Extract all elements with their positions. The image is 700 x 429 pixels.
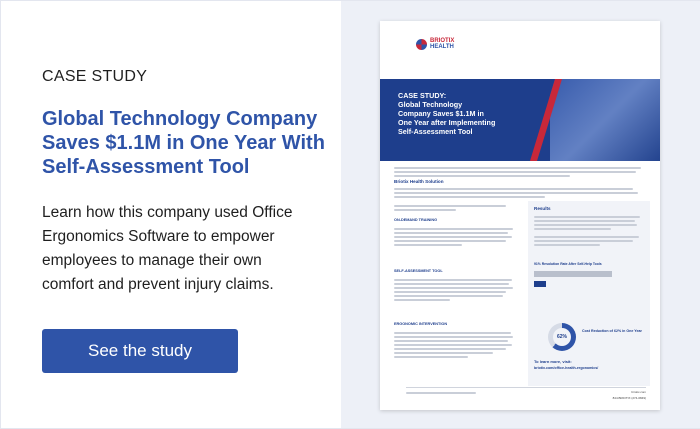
case-study-headline <box>42 107 332 179</box>
footer-note <box>406 390 476 396</box>
headline-line: Saves $1.1M in One Year With <box>42 132 325 154</box>
logo-sub: HEALTH <box>430 44 454 50</box>
eyebrow-label: CASE STUDY <box>42 68 148 85</box>
case-study-text-column <box>1 1 341 428</box>
briotix-logo-icon <box>416 39 427 50</box>
document-hero-title <box>398 91 548 136</box>
footer-phone: 844.BRIOTIX (274-6849) <box>612 396 646 400</box>
chart-bar-self-help <box>534 271 612 277</box>
description-line: Ergonomics Software to empower <box>42 228 275 245</box>
onboard-heading: ON-DEMAND TRAINING <box>394 218 438 222</box>
hero-line: Global Technology <box>398 100 463 109</box>
hero-line: CASE STUDY: <box>398 91 447 100</box>
document-hero-banner <box>380 79 660 161</box>
description-line: comfort and prevent injury claims. <box>42 276 274 293</box>
cost-reduction-donut <box>548 323 576 351</box>
see-the-study-button[interactable]: See the study <box>42 329 238 373</box>
results-heading: Results <box>534 206 551 211</box>
self-assessment-heading: SELF-ASSESSMENT TOOL <box>394 269 443 273</box>
briotix-logo <box>416 35 454 53</box>
case-study-document-thumbnail[interactable] <box>380 21 660 410</box>
chart-title: 91% Resolution Rate After Self-Help Tools <box>534 262 602 266</box>
results-panel <box>528 201 650 386</box>
hero-line: One Year after Implementing <box>398 118 496 127</box>
headline-line: Self-Assessment Tool <box>42 156 250 178</box>
donut-caption: Cost Reduction of 62% in One Year <box>582 329 642 333</box>
onboard-paragraph <box>394 226 518 248</box>
hero-line: Self-Assessment Tool <box>398 127 473 136</box>
document-preview-panel <box>341 1 700 428</box>
results-paragraph <box>534 214 644 248</box>
solution-paragraph <box>394 186 646 200</box>
footer-site: briotix.com <box>631 390 646 394</box>
headline-line: Global Technology Company <box>42 108 318 130</box>
learn-more-label: To learn more, visit: <box>534 359 572 364</box>
chart-bar-supported <box>534 281 546 287</box>
intro-paragraph <box>394 165 646 179</box>
case-study-description <box>42 201 332 297</box>
donut-value: 62% <box>553 328 571 346</box>
description-line: Learn how this company used Office <box>42 204 293 221</box>
description-line: employees to manage their own <box>42 252 262 269</box>
ergonomic-heading: ERGONOMIC INTERVENTION <box>394 322 448 326</box>
footer-contact <box>566 389 646 401</box>
hero-line: Company Saves $1.1M in <box>398 109 484 118</box>
document-footer <box>406 387 646 401</box>
self-assessment-paragraph <box>394 277 518 303</box>
logo-wordmark <box>430 38 454 50</box>
solution-heading: Briotix Health Solution <box>394 179 444 184</box>
tailored-paragraph <box>394 203 518 213</box>
learn-more-url: briotix.com/office-health-ergonomics/ <box>534 366 599 370</box>
ergonomic-paragraph <box>394 330 518 360</box>
logo-brand: BRIOTIX <box>430 38 455 44</box>
